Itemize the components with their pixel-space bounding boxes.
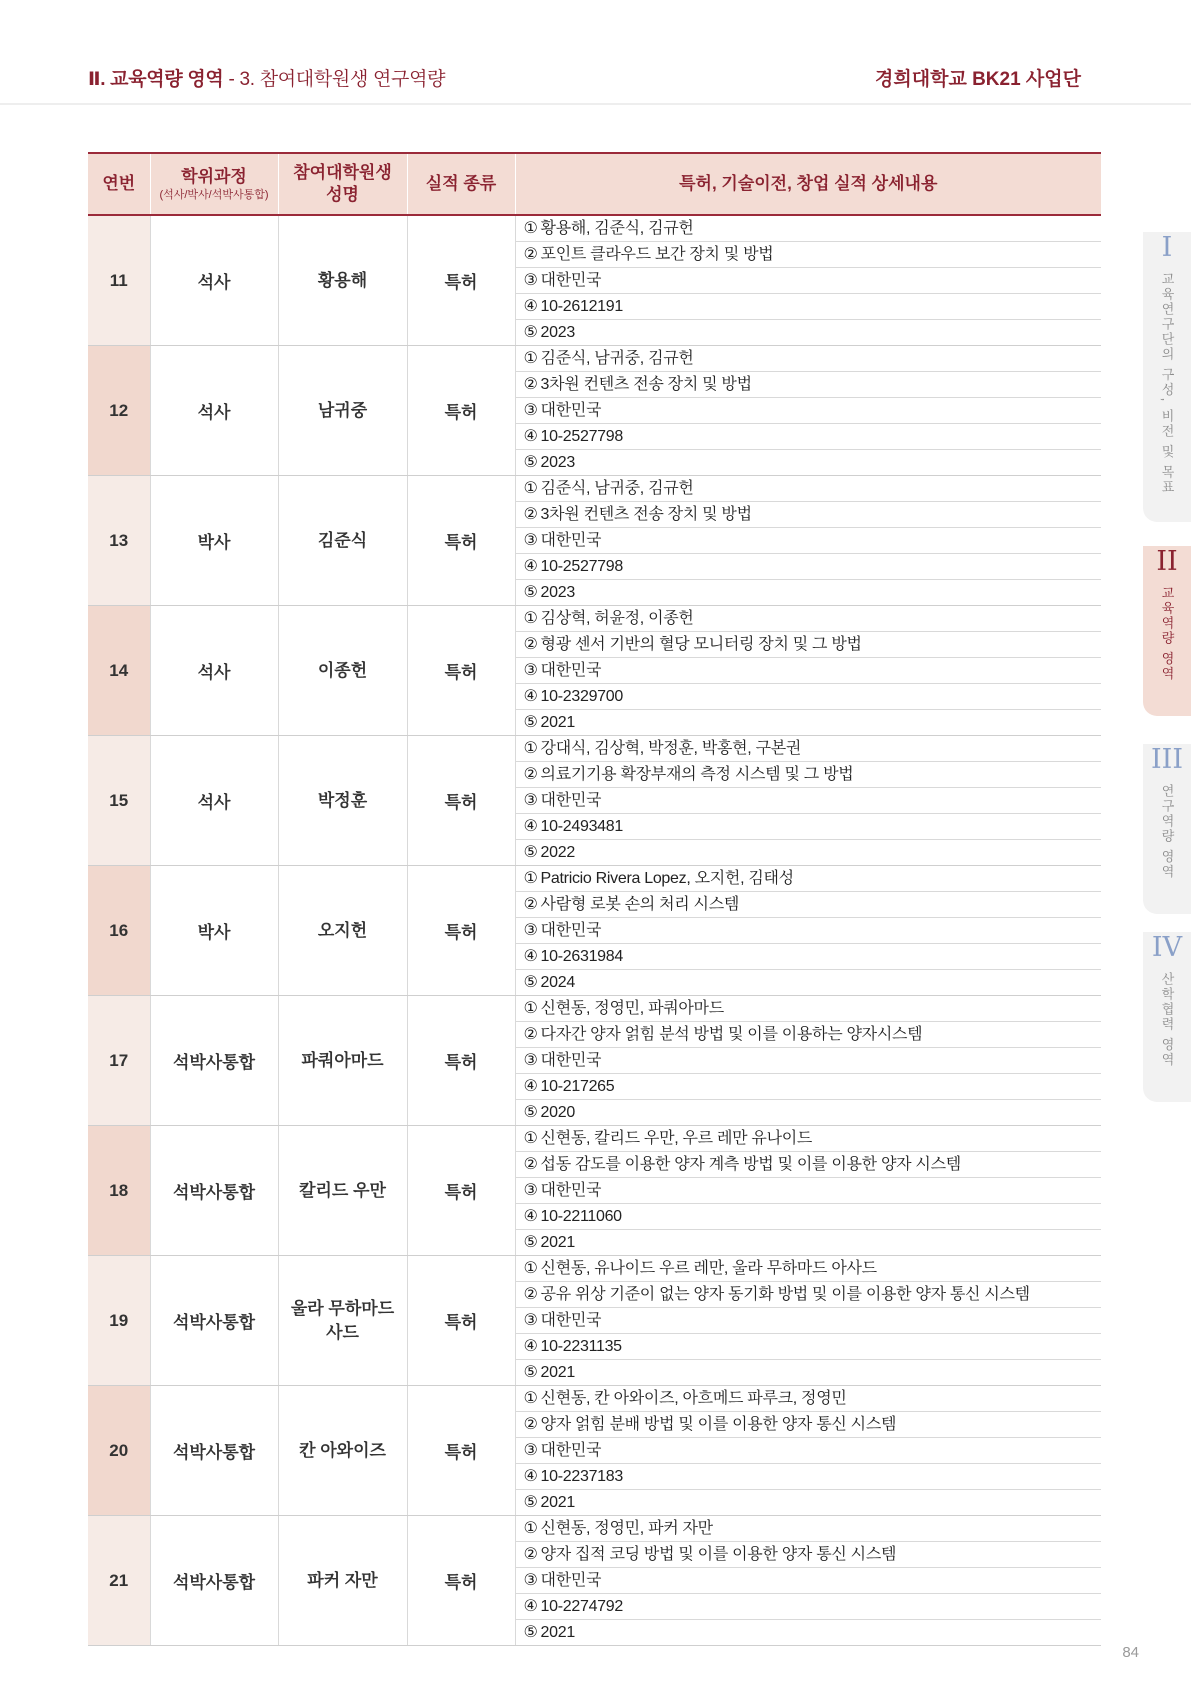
item-number-marker: ②	[523, 1026, 538, 1043]
row-student-name: 오지헌	[278, 866, 407, 996]
detail-line	[516, 1256, 1102, 1282]
organization-name: 경희대학교 BK21 사업단	[875, 69, 1081, 90]
table-row	[88, 346, 1101, 476]
detail-line	[516, 1464, 1102, 1490]
detail-line	[516, 424, 1102, 450]
item-number-marker: ⑤	[523, 1364, 538, 1381]
row-number: 20	[88, 1386, 150, 1516]
row-detail	[515, 736, 1101, 866]
detail-text: 10-2231135	[540, 1338, 622, 1355]
item-number-marker: ①	[523, 220, 538, 237]
row-degree: 석사	[150, 736, 278, 866]
item-number-marker: ②	[523, 246, 538, 263]
item-number-marker: ②	[523, 1156, 538, 1173]
item-number-marker: ②	[523, 1546, 538, 1563]
table-row	[88, 1386, 1101, 1516]
side-tab-label: 교육연구단의 구성, 비전 및 목표	[1159, 272, 1175, 496]
item-number-marker: ③	[523, 922, 538, 939]
row-degree: 석박사통합	[150, 1386, 278, 1516]
section-label: Ⅱ. 교육역량 영역	[88, 69, 224, 90]
row-degree: 박사	[150, 866, 278, 996]
item-number-marker: ⑤	[523, 454, 538, 471]
detail-text: 다자간 양자 얽힘 분석 방법 및 이를 이용하는 양자시스템	[540, 1026, 923, 1043]
detail-text: 대한민국	[540, 1442, 602, 1459]
side-tab-label: 연구역량 영역	[1159, 784, 1175, 880]
col-header-no: 연번	[88, 153, 150, 215]
table-header-row	[88, 153, 1101, 215]
row-degree: 석사	[150, 346, 278, 476]
detail-text: 10-2493481	[540, 818, 623, 835]
detail-text: 3차원 컨텐츠 전송 장치 및 방법	[540, 506, 752, 523]
detail-line	[516, 892, 1102, 918]
item-number-marker: ①	[523, 350, 538, 367]
detail-text: 2022	[540, 844, 575, 861]
item-number-marker: ④	[523, 948, 538, 965]
page-header	[88, 64, 1081, 94]
item-number-marker: ①	[523, 480, 538, 497]
row-detail	[515, 346, 1101, 476]
table-row	[88, 736, 1101, 866]
item-number-marker: ⑤	[523, 324, 538, 341]
detail-text: 2023	[540, 324, 575, 341]
detail-line	[516, 814, 1102, 840]
row-achievement-type: 특허	[407, 1386, 515, 1516]
detail-line	[516, 1152, 1102, 1178]
item-number-marker: ③	[523, 1442, 538, 1459]
item-number-marker: ①	[523, 610, 538, 627]
detail-text: 2020	[540, 1104, 575, 1121]
side-tab-1[interactable]	[1143, 232, 1191, 522]
detail-line	[516, 476, 1102, 502]
row-degree: 석박사통합	[150, 1516, 278, 1646]
row-number: 12	[88, 346, 150, 476]
row-detail	[515, 996, 1101, 1126]
item-number-marker: ④	[523, 1208, 538, 1225]
item-number-marker: ①	[523, 1260, 538, 1277]
item-number-marker: ⑤	[523, 844, 538, 861]
row-student-name: 남귀중	[278, 346, 407, 476]
detail-line	[516, 1334, 1102, 1360]
item-number-marker: ③	[523, 1182, 538, 1199]
item-number-marker: ②	[523, 1416, 538, 1433]
item-number-marker: ⑤	[523, 1104, 538, 1121]
detail-text: 양자 얽힘 분배 방법 및 이를 이용한 양자 통신 시스템	[540, 1416, 897, 1433]
detail-line	[516, 1568, 1102, 1594]
detail-line	[516, 398, 1102, 424]
row-student-name: 파쿼아마드	[278, 996, 407, 1126]
detail-text: 섭동 감도를 이용한 양자 계측 방법 및 이를 이용한 양자 시스템	[540, 1156, 961, 1173]
item-number-marker: ①	[523, 1390, 538, 1407]
detail-line	[516, 450, 1102, 475]
detail-text: 10-2631984	[540, 948, 623, 965]
table-row	[88, 996, 1101, 1126]
row-degree: 석박사통합	[150, 1126, 278, 1256]
detail-text: 10-2329700	[540, 688, 623, 705]
detail-line	[516, 1100, 1102, 1125]
detail-line	[516, 1490, 1102, 1515]
detail-line	[516, 866, 1102, 892]
side-tab-numeral: IV	[1151, 932, 1183, 963]
item-number-marker: ②	[523, 896, 538, 913]
detail-text: 10-2211060	[540, 1208, 622, 1225]
row-detail	[515, 1256, 1101, 1386]
item-number-marker: ①	[523, 1520, 538, 1537]
side-tab-numeral: III	[1151, 744, 1183, 775]
row-number: 18	[88, 1126, 150, 1256]
col-header-detail: 특허, 기술이전, 창업 실적 상세내용	[515, 153, 1101, 215]
achievement-table	[88, 152, 1101, 1646]
detail-text: 황용해, 김준식, 김규헌	[540, 220, 694, 237]
detail-line	[516, 580, 1102, 605]
detail-text: 형광 센서 기반의 혈당 모니터링 장치 및 그 방법	[540, 636, 862, 653]
row-detail	[515, 1516, 1101, 1646]
item-number-marker: ③	[523, 792, 538, 809]
detail-text: 2021	[540, 1494, 575, 1511]
detail-line	[516, 736, 1102, 762]
item-number-marker: ③	[523, 1572, 538, 1589]
detail-line	[516, 658, 1102, 684]
row-achievement-type: 특허	[407, 736, 515, 866]
detail-text: 10-2612191	[540, 298, 623, 315]
detail-line	[516, 1204, 1102, 1230]
side-tab-3[interactable]	[1143, 744, 1191, 914]
detail-text: 포인트 클라우드 보간 장치 및 방법	[540, 246, 774, 263]
item-number-marker: ②	[523, 376, 538, 393]
item-number-marker: ⑤	[523, 714, 538, 731]
row-achievement-type: 특허	[407, 346, 515, 476]
header-divider	[0, 103, 1191, 105]
item-number-marker: ①	[523, 740, 538, 757]
detail-line	[516, 1360, 1102, 1385]
side-tab-label: 교육역량 영역	[1159, 586, 1175, 682]
row-achievement-type: 특허	[407, 1516, 515, 1646]
detail-line	[516, 840, 1102, 865]
row-detail	[515, 866, 1101, 996]
detail-text: 10-2237183	[540, 1468, 623, 1485]
row-student-name: 파커 자만	[278, 1516, 407, 1646]
detail-line	[516, 320, 1102, 345]
col-header-degree-label: 학위과정	[181, 167, 247, 186]
detail-line	[516, 944, 1102, 970]
row-degree: 박사	[150, 476, 278, 606]
detail-line	[516, 788, 1102, 814]
row-student-name: 울라 무하마드 사드	[278, 1256, 407, 1386]
detail-text: 10-2527798	[540, 428, 623, 445]
page-number: 84	[1122, 1644, 1139, 1661]
detail-line	[516, 1308, 1102, 1334]
row-achievement-type: 특허	[407, 866, 515, 996]
detail-line	[516, 1282, 1102, 1308]
detail-line	[516, 1542, 1102, 1568]
item-number-marker: ①	[523, 870, 538, 887]
item-number-marker: ②	[523, 766, 538, 783]
row-detail	[515, 215, 1101, 346]
item-number-marker: ③	[523, 1312, 538, 1329]
detail-text: 10-2527798	[540, 558, 623, 575]
item-number-marker: ③	[523, 662, 538, 679]
item-number-marker: ④	[523, 558, 538, 575]
detail-line	[516, 216, 1102, 242]
table-row	[88, 1126, 1101, 1256]
detail-text: 양자 집적 코딩 방법 및 이를 이용한 양자 통신 시스템	[540, 1546, 897, 1563]
detail-line	[516, 970, 1102, 995]
detail-text: 공유 위상 기준이 없는 양자 동기화 방법 및 이를 이용한 양자 통신 시스템	[540, 1286, 1030, 1303]
detail-line	[516, 528, 1102, 554]
detail-text: 10-217265	[540, 1078, 615, 1095]
detail-line	[516, 1074, 1102, 1100]
item-number-marker: ④	[523, 1598, 538, 1615]
table-row	[88, 1256, 1101, 1386]
row-number: 17	[88, 996, 150, 1126]
item-number-marker: ③	[523, 272, 538, 289]
item-number-marker: ④	[523, 428, 538, 445]
detail-text: 2023	[540, 584, 575, 601]
item-number-marker: ④	[523, 688, 538, 705]
detail-line	[516, 1620, 1102, 1645]
col-header-degree-sub: (석사/박사/석박사통합)	[159, 189, 269, 201]
detail-line	[516, 554, 1102, 580]
detail-line	[516, 1126, 1102, 1152]
row-number: 21	[88, 1516, 150, 1646]
detail-line	[516, 606, 1102, 632]
item-number-marker: ⑤	[523, 1624, 538, 1641]
item-number-marker: ④	[523, 1468, 538, 1485]
side-tab-label: 산학협력 영역	[1159, 972, 1175, 1068]
row-number: 11	[88, 215, 150, 346]
detail-text: 김준식, 남귀중, 김규헌	[540, 350, 694, 367]
detail-text: 의료기기용 확장부재의 측정 시스템 및 그 방법	[540, 766, 854, 783]
row-student-name: 박정훈	[278, 736, 407, 866]
table-row	[88, 215, 1101, 346]
detail-text: 김준식, 남귀중, 김규헌	[540, 480, 694, 497]
detail-text: 대한민국	[540, 922, 602, 939]
detail-text: 2021	[540, 714, 575, 731]
detail-line	[516, 710, 1102, 735]
row-number: 14	[88, 606, 150, 736]
detail-text: Patricio Rivera Lopez, 오지헌, 김태성	[540, 870, 794, 887]
row-detail	[515, 606, 1101, 736]
row-degree: 석사	[150, 606, 278, 736]
detail-text: 강대식, 김상혁, 박정훈, 박홍현, 구본권	[540, 740, 802, 757]
item-number-marker: ②	[523, 506, 538, 523]
row-student-name: 김준식	[278, 476, 407, 606]
row-achievement-type: 특허	[407, 476, 515, 606]
detail-line	[516, 1516, 1102, 1542]
detail-text: 2021	[540, 1234, 575, 1251]
row-achievement-type: 특허	[407, 1256, 515, 1386]
table-row	[88, 866, 1101, 996]
subsection-label: - 3. 참여대학원생 연구역량	[228, 69, 446, 90]
detail-line	[516, 762, 1102, 788]
detail-text: 대한민국	[540, 402, 602, 419]
detail-text: 김상혁, 허윤정, 이종헌	[540, 610, 694, 627]
detail-text: 대한민국	[540, 272, 602, 289]
detail-line	[516, 268, 1102, 294]
detail-line	[516, 294, 1102, 320]
item-number-marker: ③	[523, 1052, 538, 1069]
item-number-marker: ④	[523, 818, 538, 835]
row-student-name: 이종헌	[278, 606, 407, 736]
detail-line	[516, 1594, 1102, 1620]
detail-line	[516, 502, 1102, 528]
row-detail	[515, 1386, 1101, 1516]
detail-text: 대한민국	[540, 1312, 602, 1329]
item-number-marker: ④	[523, 298, 538, 315]
detail-text: 사람형 로봇 손의 처리 시스템	[540, 896, 740, 913]
item-number-marker: ①	[523, 1130, 538, 1147]
detail-line	[516, 996, 1102, 1022]
detail-text: 신현동, 정영민, 파쿼아마드	[540, 1000, 724, 1017]
row-degree: 석사	[150, 215, 278, 346]
row-detail	[515, 1126, 1101, 1256]
detail-text: 대한민국	[540, 1052, 602, 1069]
table-row	[88, 606, 1101, 736]
detail-line	[516, 346, 1102, 372]
item-number-marker: ⑤	[523, 584, 538, 601]
item-number-marker: ②	[523, 636, 538, 653]
detail-text: 2023	[540, 454, 575, 471]
detail-line	[516, 684, 1102, 710]
side-tab-numeral: II	[1156, 546, 1178, 577]
detail-line	[516, 1048, 1102, 1074]
item-number-marker: ⑤	[523, 1234, 538, 1251]
row-number: 13	[88, 476, 150, 606]
row-student-name: 칸 아와이즈	[278, 1386, 407, 1516]
col-header-type: 실적 종류	[407, 153, 515, 215]
row-detail	[515, 476, 1101, 606]
detail-text: 2021	[540, 1364, 575, 1381]
detail-line	[516, 1412, 1102, 1438]
detail-text: 신현동, 칸 아와이즈, 아흐메드 파루크, 정영민	[540, 1390, 847, 1407]
item-number-marker: ③	[523, 532, 538, 549]
detail-text: 10-2274792	[540, 1598, 623, 1615]
detail-line	[516, 372, 1102, 398]
detail-line	[516, 632, 1102, 658]
detail-text: 대한민국	[540, 662, 602, 679]
item-number-marker: ⑤	[523, 974, 538, 991]
detail-text: 대한민국	[540, 532, 602, 549]
item-number-marker: ④	[523, 1338, 538, 1355]
detail-text: 3차원 컨텐츠 전송 장치 및 방법	[540, 376, 752, 393]
item-number-marker: ⑤	[523, 1494, 538, 1511]
detail-text: 신현동, 유나이드 우르 레만, 울라 무하마드 아사드	[540, 1260, 877, 1277]
row-number: 19	[88, 1256, 150, 1386]
row-degree: 석박사통합	[150, 1256, 278, 1386]
detail-text: 신현동, 칼리드 우만, 우르 레만 유나이드	[540, 1130, 813, 1147]
row-student-name: 황용해	[278, 215, 407, 346]
table-row	[88, 1516, 1101, 1646]
detail-line	[516, 1022, 1102, 1048]
row-number: 15	[88, 736, 150, 866]
side-tab-2[interactable]	[1143, 546, 1191, 716]
row-achievement-type: 특허	[407, 606, 515, 736]
row-degree: 석박사통합	[150, 996, 278, 1126]
row-number: 16	[88, 866, 150, 996]
detail-line	[516, 1438, 1102, 1464]
detail-text: 2021	[540, 1624, 575, 1641]
section-title	[88, 64, 445, 91]
detail-line	[516, 1178, 1102, 1204]
detail-text: 대한민국	[540, 792, 602, 809]
detail-line	[516, 242, 1102, 268]
col-header-name: 참여대학원생 성명	[278, 153, 407, 215]
row-achievement-type: 특허	[407, 996, 515, 1126]
row-achievement-type: 특허	[407, 1126, 515, 1256]
col-header-degree	[150, 153, 278, 215]
detail-text: 2024	[540, 974, 575, 991]
table-row	[88, 476, 1101, 606]
detail-line	[516, 1230, 1102, 1255]
detail-line	[516, 1386, 1102, 1412]
detail-line	[516, 918, 1102, 944]
item-number-marker: ①	[523, 1000, 538, 1017]
detail-text: 대한민국	[540, 1182, 602, 1199]
side-tab-4[interactable]	[1143, 932, 1191, 1102]
item-number-marker: ③	[523, 402, 538, 419]
item-number-marker: ②	[523, 1286, 538, 1303]
row-student-name: 칼리드 우만	[278, 1126, 407, 1256]
detail-text: 신현동, 정영민, 파커 자만	[540, 1520, 713, 1537]
detail-text: 대한민국	[540, 1572, 602, 1589]
item-number-marker: ④	[523, 1078, 538, 1095]
side-tab-numeral: I	[1161, 232, 1173, 263]
row-achievement-type: 특허	[407, 215, 515, 346]
